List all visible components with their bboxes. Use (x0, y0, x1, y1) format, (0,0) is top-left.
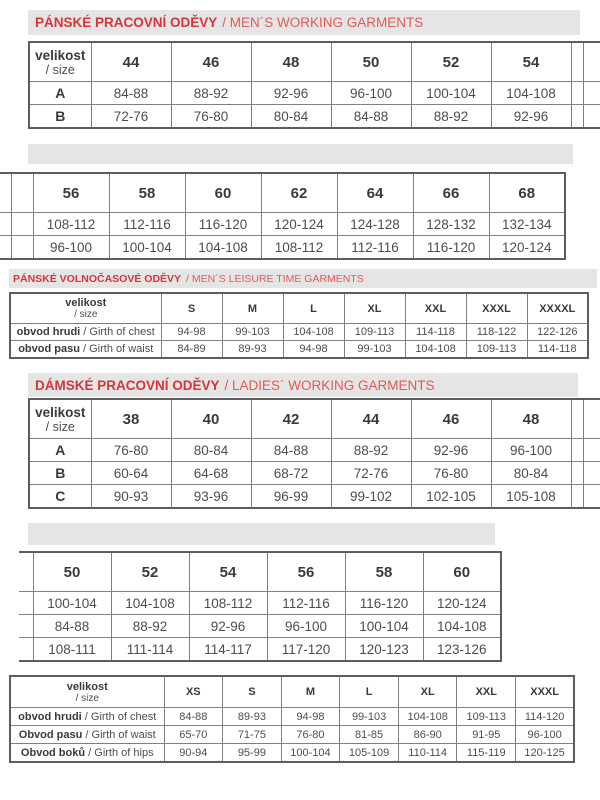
value-cell: 120-125 (516, 744, 575, 763)
value-cell: 94-98 (283, 341, 344, 359)
stub-cell (583, 82, 600, 105)
value-cell: 99-102 (331, 485, 411, 509)
value-cell: 88-92 (171, 82, 251, 105)
value-cell: 100-104 (109, 236, 185, 260)
stub-cell (571, 399, 583, 439)
value-cell: 100-104 (345, 615, 423, 638)
value-cell: 84-88 (251, 439, 331, 462)
mens-working-table-1-wrapper (28, 41, 600, 141)
size-header-cell: 48 (251, 42, 331, 82)
value-cell: 88-92 (331, 439, 411, 462)
value-cell: 116-120 (413, 236, 489, 260)
ladies-working-table-1-wrapper (28, 398, 600, 518)
value-cell: 90-94 (164, 744, 223, 763)
value-cell: 112-116 (267, 592, 345, 615)
value-cell: 64-68 (171, 462, 251, 485)
value-cell: 65-70 (164, 726, 223, 744)
value-cell: 84-88 (33, 615, 111, 638)
value-cell: 76-80 (91, 439, 171, 462)
value-cell: 108-112 (261, 236, 337, 260)
corner-cell (10, 676, 164, 708)
value-cell: 60-64 (91, 462, 171, 485)
value-cell: 100-104 (411, 82, 491, 105)
value-cell: 94-98 (161, 324, 222, 341)
size-header-cell: XXXL (516, 676, 575, 708)
value-cell: 76-80 (171, 105, 251, 129)
row-label-cell (29, 105, 91, 129)
value-cell: 96-100 (267, 615, 345, 638)
size-header-cell: 50 (33, 552, 111, 592)
value-cell: 89-93 (223, 708, 282, 726)
value-cell: 80-84 (171, 439, 251, 462)
value-cell: 105-108 (491, 485, 571, 509)
value-cell: 110-114 (398, 744, 457, 763)
stub-cell (11, 213, 33, 236)
value-cell: 115-119 (457, 744, 516, 763)
value-cell: 120-124 (489, 236, 565, 260)
corner-cell (10, 293, 161, 324)
row-label-bold: B (55, 465, 66, 481)
row-label-en: / Girth of waist (79, 343, 154, 355)
value-cell: 96-100 (33, 236, 109, 260)
section-title-mens-working-cz: PÁNSKÉ PRACOVNÍ ODĚVY (35, 15, 218, 30)
value-cell: 96-100 (516, 726, 575, 744)
stub-cell (583, 485, 600, 509)
value-cell: 111-114 (111, 638, 189, 662)
size-header-cell: 42 (251, 399, 331, 439)
corner-label-bold: velikost (65, 297, 107, 309)
value-cell: 114-117 (189, 638, 267, 662)
stub-cell (11, 236, 33, 260)
size-header-cell: S (161, 293, 222, 324)
row-label-en: / Girth of chest (81, 710, 157, 723)
value-cell: 116-120 (345, 592, 423, 615)
spacer-bar-mens-working (28, 144, 573, 164)
value-cell: 120-124 (261, 213, 337, 236)
value-cell: 76-80 (281, 726, 340, 744)
size-header-cell: S (223, 676, 282, 708)
size-header-cell: XXXXL (527, 293, 588, 324)
value-cell: 72-76 (331, 462, 411, 485)
value-cell: 96-100 (331, 82, 411, 105)
value-cell: 118-122 (466, 324, 527, 341)
size-header-cell: 68 (489, 173, 565, 213)
value-cell: 104-108 (405, 341, 466, 359)
row-label-cell (10, 341, 161, 359)
value-cell: 100-104 (33, 592, 111, 615)
value-cell: 117-120 (267, 638, 345, 662)
row-label-bold: Obvod boků (20, 746, 86, 759)
mens-leisure-sizes-table (9, 292, 589, 359)
value-cell: 109-113 (457, 708, 516, 726)
size-header-cell: 58 (109, 173, 185, 213)
size-header-cell: 62 (261, 173, 337, 213)
stub-cell (11, 173, 33, 213)
stub-cell (571, 42, 583, 82)
size-header-cell: 60 (423, 552, 501, 592)
size-header-cell: 52 (111, 552, 189, 592)
value-cell: 124-128 (337, 213, 413, 236)
stub-cell (19, 592, 33, 615)
size-header-cell: 60 (185, 173, 261, 213)
value-cell: 104-108 (398, 708, 457, 726)
value-cell: 120-124 (423, 592, 501, 615)
value-cell: 108-112 (189, 592, 267, 615)
value-cell: 104-108 (491, 82, 571, 105)
ladies-measurements-table (9, 675, 575, 763)
value-cell: 123-126 (423, 638, 501, 662)
size-header-cell: 58 (345, 552, 423, 592)
stub-cell (583, 462, 600, 485)
row-label-bold: obvod pasu (18, 343, 80, 355)
size-header-cell: XXL (405, 293, 466, 324)
value-cell: 132-134 (489, 213, 565, 236)
corner-cell (29, 42, 91, 82)
stub-cell (0, 236, 11, 260)
row-label-bold: A (55, 442, 66, 458)
value-cell: 99-103 (344, 341, 405, 359)
value-cell: 86-90 (398, 726, 457, 744)
row-label-cell (29, 82, 91, 105)
mens-working-table-2-wrapper (0, 172, 566, 272)
size-header-cell: 52 (411, 42, 491, 82)
section-title-mens-leisure-cz: PÁNSKÉ VOLNOČASOVÉ ODĚVY (13, 272, 182, 285)
value-cell: 109-113 (466, 341, 527, 359)
size-header-cell: 44 (331, 399, 411, 439)
row-label-cell (10, 726, 164, 744)
row-label-bold: Obvod pasu (18, 728, 83, 741)
value-cell: 104-108 (283, 324, 344, 341)
size-header-cell: XL (344, 293, 405, 324)
value-cell: 90-93 (91, 485, 171, 509)
size-header-cell: M (222, 293, 283, 324)
section-title-ladies-working-cz: DÁMSKÉ PRACOVNÍ ODĚVY (35, 377, 220, 393)
value-cell: 76-80 (411, 462, 491, 485)
value-cell: 128-132 (413, 213, 489, 236)
stub-cell (19, 552, 33, 592)
row-label-bold: C (55, 488, 66, 504)
value-cell: 96-100 (491, 439, 571, 462)
corner-label-bold: velikost (35, 47, 86, 63)
corner-label-bold: velikost (35, 404, 86, 420)
stub-cell (19, 638, 33, 662)
value-cell: 80-84 (251, 105, 331, 129)
value-cell: 84-89 (161, 341, 222, 359)
size-header-cell: 54 (189, 552, 267, 592)
value-cell: 84-88 (164, 708, 223, 726)
section-title-mens-working-en: / MEN´S WORKING GARMENTS (222, 15, 424, 30)
corner-label-sub: / size (45, 419, 75, 434)
size-header-cell: 46 (411, 399, 491, 439)
value-cell: 112-116 (109, 213, 185, 236)
size-header-cell: XXL (457, 676, 516, 708)
size-header-cell: 56 (267, 552, 345, 592)
value-cell: 114-120 (516, 708, 575, 726)
stub-cell (571, 82, 583, 105)
size-header-cell: 50 (331, 42, 411, 82)
size-header-cell: 46 (171, 42, 251, 82)
value-cell: 72-76 (91, 105, 171, 129)
size-header-cell: 56 (33, 173, 109, 213)
size-header-cell: XS (164, 676, 223, 708)
value-cell: 94-98 (281, 708, 340, 726)
value-cell: 116-120 (185, 213, 261, 236)
value-cell: 88-92 (411, 105, 491, 129)
row-label-cell (29, 485, 91, 509)
size-header-cell: 66 (413, 173, 489, 213)
value-cell: 92-96 (189, 615, 267, 638)
row-label-cell (10, 708, 164, 726)
corner-label-sub: / size (45, 62, 75, 77)
value-cell: 68-72 (251, 462, 331, 485)
size-header-cell: 40 (171, 399, 251, 439)
value-cell: 71-75 (223, 726, 282, 744)
stub-cell (583, 105, 600, 129)
row-label-cell (10, 324, 161, 341)
value-cell: 89-93 (222, 341, 283, 359)
value-cell: 122-126 (527, 324, 588, 341)
row-label-bold: B (55, 108, 66, 124)
value-cell: 80-84 (491, 462, 571, 485)
stub-cell (0, 213, 11, 236)
corner-label-sub: / size (75, 692, 99, 704)
row-label-cell (10, 744, 164, 763)
value-cell: 88-92 (111, 615, 189, 638)
row-label-en: / Girth of chest (80, 326, 155, 338)
value-cell: 99-103 (222, 324, 283, 341)
value-cell: 104-108 (111, 592, 189, 615)
value-cell: 84-88 (331, 105, 411, 129)
size-header-cell: 64 (337, 173, 413, 213)
value-cell: 114-118 (527, 341, 588, 359)
spacer-bar-ladies-working (28, 523, 495, 545)
ladies-working-sizes-table-50-60 (19, 551, 502, 662)
size-header-cell: 44 (91, 42, 171, 82)
value-cell: 93-96 (171, 485, 251, 509)
value-cell: 112-116 (337, 236, 413, 260)
value-cell: 114-118 (405, 324, 466, 341)
value-cell: 84-88 (91, 82, 171, 105)
value-cell: 96-99 (251, 485, 331, 509)
row-label-bold: obvod hrudi (18, 710, 82, 723)
row-label-bold: obvod hrudi (16, 326, 81, 338)
value-cell: 92-96 (251, 82, 331, 105)
value-cell: 104-108 (423, 615, 501, 638)
value-cell: 120-123 (345, 638, 423, 662)
ladies-working-sizes-table-38-48 (28, 398, 600, 509)
mens-working-sizes-table-44-54 (28, 41, 600, 129)
value-cell: 95-99 (223, 744, 282, 763)
section-title-bar-mens-leisure (9, 269, 597, 288)
mens-working-sizes-table-56-68 (0, 172, 566, 260)
value-cell: 109-113 (344, 324, 405, 341)
stub-cell (19, 615, 33, 638)
row-label-bold: A (55, 85, 66, 101)
value-cell: 92-96 (491, 105, 571, 129)
size-header-cell: M (281, 676, 340, 708)
value-cell: 100-104 (281, 744, 340, 763)
stub-cell (583, 42, 600, 82)
section-title-ladies-working-en: / LADIES´ WORKING GARMENTS (224, 377, 435, 393)
ladies-measurements-table-wrapper (9, 675, 575, 763)
corner-label-bold: velikost (66, 680, 108, 693)
mens-leisure-table-wrapper (9, 292, 589, 359)
value-cell: 108-111 (33, 638, 111, 662)
value-cell: 81-85 (340, 726, 399, 744)
size-header-cell: XXXL (466, 293, 527, 324)
size-header-cell: 38 (91, 399, 171, 439)
ladies-working-table-2-wrapper (19, 551, 502, 671)
value-cell: 104-108 (185, 236, 261, 260)
stub-cell (571, 105, 583, 129)
size-header-cell: XL (398, 676, 457, 708)
value-cell: 92-96 (411, 439, 491, 462)
section-title-bar-ladies-working (28, 373, 578, 397)
section-title-mens-leisure-en: / MEN´S LEISURE TIME GARMENTS (186, 272, 364, 285)
stub-cell (583, 439, 600, 462)
row-label-cell (29, 439, 91, 462)
row-label-en: / Girth of waist (82, 728, 156, 741)
size-header-cell: L (340, 676, 399, 708)
size-header-cell: L (283, 293, 344, 324)
stub-cell (571, 462, 583, 485)
size-header-cell: 54 (491, 42, 571, 82)
size-header-cell: 48 (491, 399, 571, 439)
stub-cell (571, 485, 583, 509)
row-label-cell (29, 462, 91, 485)
value-cell: 91-95 (457, 726, 516, 744)
value-cell: 102-105 (411, 485, 491, 509)
stub-cell (583, 399, 600, 439)
corner-cell (29, 399, 91, 439)
stub-cell (0, 173, 11, 213)
corner-label-sub: / size (74, 309, 98, 320)
row-label-en: / Girth of hips (85, 746, 154, 759)
value-cell: 108-112 (33, 213, 109, 236)
value-cell: 99-103 (340, 708, 399, 726)
stub-cell (571, 439, 583, 462)
section-title-bar-mens-working (28, 10, 580, 35)
value-cell: 105-109 (340, 744, 399, 763)
